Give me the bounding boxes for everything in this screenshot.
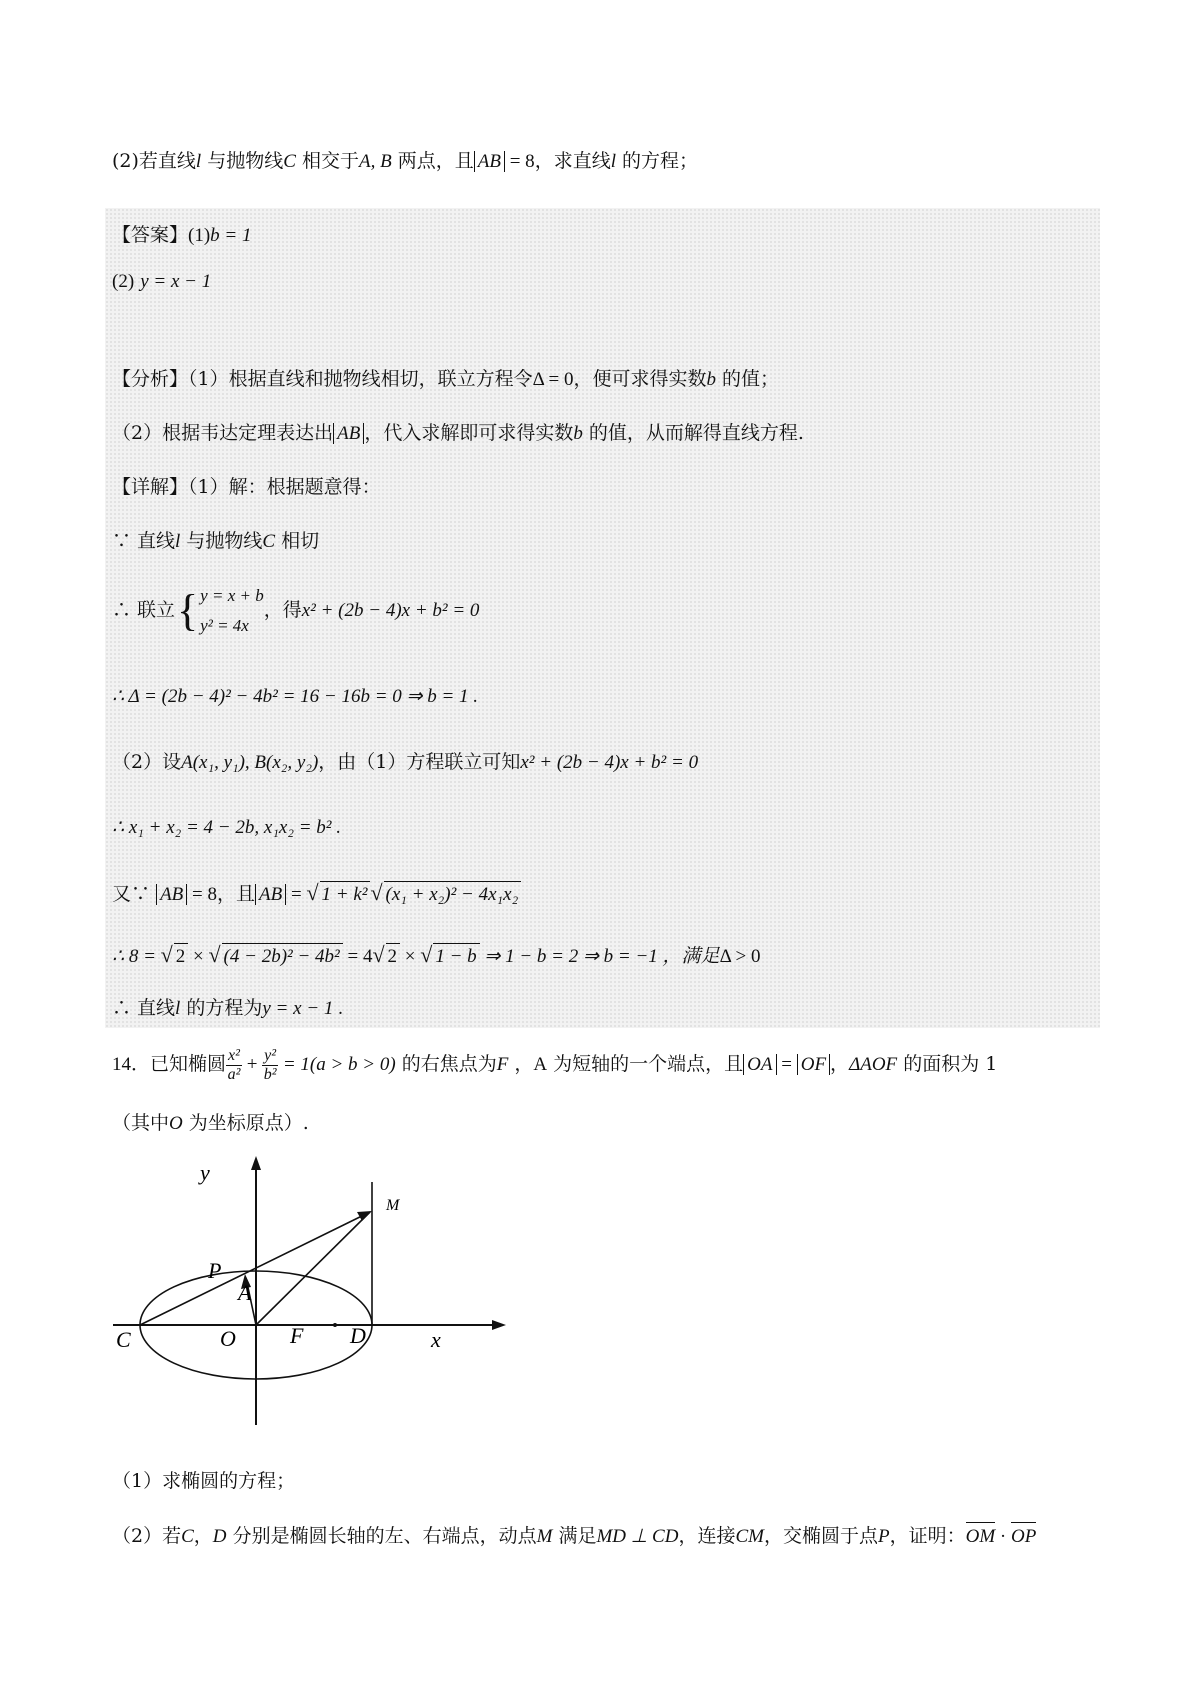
system-brace: { [177, 586, 199, 635]
detail-line-8: ∴ 8 = √ 2 × √ (4 − 2b)² − 4b² = 4√ 2 × √ 1 − b ⇒ 1 − b = 2 ⇒ b = −1 ，满足Δ > 0 [112, 942, 760, 970]
label-o: O [220, 1326, 236, 1351]
label-a: A [238, 1280, 252, 1305]
q14-line-2: （其中O 为坐标原点）. [112, 1112, 309, 1134]
detail-line-4: ∴ Δ = (2b − 4)² − 4b² = 16 − 16b = 0 ⇒ b = 1 . [112, 686, 479, 707]
q14-part2: （2）若C，D 分别是椭圆长轴的左、右端点，动点M 满足MD ⊥ CD，连接CM，交椭圆于点P，证明：OM · OP [112, 1522, 1036, 1550]
label-d: D [350, 1323, 366, 1348]
q14-part1: （1）求椭圆的方程； [112, 1470, 296, 1492]
label-x: x [431, 1327, 441, 1352]
answer-line-1: 【答案】(1)b = 1 [112, 224, 252, 246]
q14-line-1: 14．已知椭圆 $\frac{\text{x²}}{\text{a²}}$ + $\frac{\text{y²}}{\text{b²}}$ = 1(a > b > 0) 的右焦点为F ，A 为短轴的一个端点，且 OA = OF ，ΔAOF 的面积为 1 [112, 1046, 998, 1083]
detail-line-6: ∴ x₁ + x₂ = 4 − 2b, x₁x₂ = b² . [112, 817, 341, 838]
q13-part2-line: (2)若直线l 与抛物线C 相交于A, B 两点，且 AB = 8，求直线l 的方程； [112, 150, 699, 172]
y-axis-arrow [251, 1156, 261, 1170]
analysis-line-2: （2）根据韦达定理表达出 AB ，代入求解即可求得实数b 的值，从而解得直线方程. [112, 422, 804, 444]
label-p: P [208, 1258, 222, 1283]
ellipse-figure [108, 1150, 508, 1430]
detail-line-2: ∵ 直线l 与抛物线C 相切 [112, 530, 320, 552]
answer-line-2: (2) y = x − 1 [112, 271, 212, 292]
focus-dot [333, 1323, 337, 1327]
label-m: M [386, 1197, 400, 1214]
detail-line-3: ∴ 联立{ y = x + b y² = 4x ，得x² + (2b − 4)x + b² = 0 [112, 586, 480, 635]
detail-line-7: 又∵ AB = 8，且 AB = √ 1 + k² √ (x₁ + x₂)² − 4x₁x₂ [112, 880, 521, 908]
vector-om [256, 1212, 370, 1325]
label-y: y [200, 1160, 210, 1185]
label-c: C [116, 1327, 131, 1352]
label-f: F [290, 1323, 304, 1348]
x-axis-arrow [492, 1320, 506, 1330]
detail-line-1: 【详解】（1）解：根据题意得： [112, 476, 381, 498]
detail-line-5: （2）设A(x₁, y₁), B(x₂, y₂)，由（1）方程联立可知x² + (2b − 4)x + b² = 0 [112, 751, 699, 773]
analysis-line-1: 【分析】（1）根据直线和抛物线相切，联立方程令Δ = 0，便可求得实数b 的值； [112, 368, 780, 390]
detail-line-9: ∴ 直线l 的方程为y = x − 1 . [112, 997, 343, 1019]
